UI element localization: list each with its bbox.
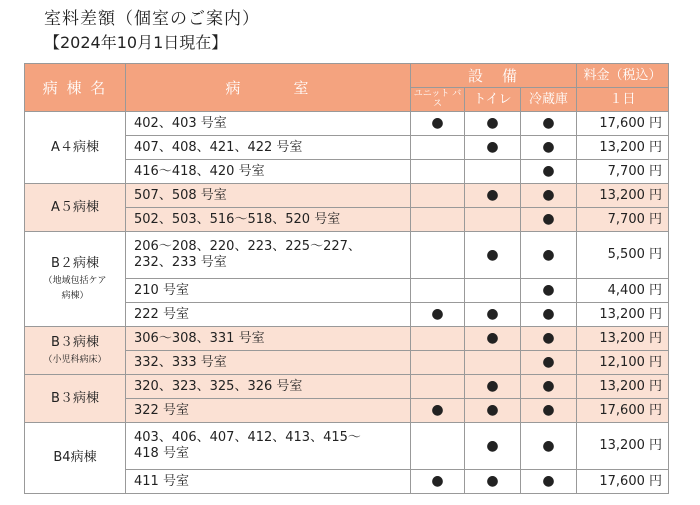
bath-empty [411,160,465,184]
toilet-mark: ● [465,184,521,208]
toilet-mark: ● [465,423,521,470]
header-fridge: 冷蔵庫 [521,88,577,112]
fridge-mark: ● [521,208,577,232]
fridge-mark: ● [521,399,577,423]
header-room: 病 室 [126,64,411,112]
price-cell: 17,600 円 [577,470,669,494]
header-per-day: １日 [577,88,669,112]
fridge-mark: ● [521,351,577,375]
price-cell: 4,400 円 [577,279,669,303]
ward-subtitle: 病棟） [61,290,89,301]
ward-cell [25,327,126,375]
bath-mark: ● [411,399,465,423]
page-title: 室料差額（個室のご案内） [44,9,260,29]
toilet-mark: ● [465,112,521,136]
room-line: 403、406、407、412、413、415～ [134,430,361,446]
price-cell: 17,600 円 [577,112,669,136]
room-fee-table [24,63,669,494]
room-cell [126,423,411,470]
fridge-mark: ● [521,184,577,208]
room-cell: 407、408、421、422 号室 [126,136,411,160]
bath-empty [411,423,465,470]
ward-name: B２病棟 [51,256,99,272]
fridge-mark: ● [521,375,577,399]
toilet-empty [465,160,521,184]
fridge-mark: ● [521,327,577,351]
price-cell: 13,200 円 [577,327,669,351]
bath-empty [411,208,465,232]
date-label: 【2024年10月1日現在】 [44,33,228,52]
price-cell: 13,200 円 [577,184,669,208]
room-cell: 322 号室 [126,399,411,423]
header-facilities: 設 備 [411,64,577,88]
header-toilet: トイレ [465,88,521,112]
header-ward: 病 棟 名 [25,64,126,112]
fridge-mark: ● [521,136,577,160]
room-cell: 402、403 号室 [126,112,411,136]
room-cell: 306～308、331 号室 [126,327,411,351]
toilet-mark: ● [465,327,521,351]
price-cell: 12,100 円 [577,351,669,375]
room-cell: 222 号室 [126,303,411,327]
bath-empty [411,351,465,375]
price-cell: 7,700 円 [577,160,669,184]
toilet-mark: ● [465,470,521,494]
room-cell: 502、503、516～518、520 号室 [126,208,411,232]
room-cell: 507、508 号室 [126,184,411,208]
ward-name: B３病棟 [25,375,126,423]
room-cell: 416～418、420 号室 [126,160,411,184]
price-cell: 17,600 円 [577,399,669,423]
bath-empty [411,184,465,208]
fridge-mark: ● [521,112,577,136]
toilet-mark: ● [465,375,521,399]
bath-mark: ● [411,112,465,136]
toilet-empty [465,351,521,375]
ward-cell [25,232,126,327]
room-line: 418 号室 [134,446,189,461]
bath-empty [411,232,465,279]
room-line: 232、233 号室 [134,255,227,270]
header-unit-bath: ユニット バス [411,88,465,112]
header-price: 料金（税込） [577,64,669,88]
toilet-mark: ● [465,232,521,279]
toilet-mark: ● [465,399,521,423]
fridge-mark: ● [521,423,577,470]
ward-subtitle: （地域包括ケア [43,276,107,286]
ward-subtitle: （小児科病床） [43,354,107,365]
price-cell: 13,200 円 [577,423,669,470]
bath-mark: ● [411,470,465,494]
room-cell: 320、323、325、326 号室 [126,375,411,399]
room-cell: 332、333 号室 [126,351,411,375]
price-cell: 5,500 円 [577,232,669,279]
ward-name: A４病棟 [25,112,126,184]
room-cell: 210 号室 [126,279,411,303]
fridge-mark: ● [521,470,577,494]
bath-empty [411,327,465,351]
price-cell: 7,700 円 [577,208,669,232]
room-cell [126,232,411,279]
toilet-mark: ● [465,303,521,327]
price-cell: 13,200 円 [577,375,669,399]
ward-name: A５病棟 [25,184,126,232]
ward-name: B３病棟 [51,335,99,351]
bath-empty [411,375,465,399]
bath-empty [411,279,465,303]
fridge-mark: ● [521,160,577,184]
toilet-empty [465,279,521,303]
fridge-mark: ● [521,303,577,327]
toilet-mark: ● [465,136,521,160]
fridge-mark: ● [521,232,577,279]
room-line: 206～208、220、223、225～227、 [134,239,361,255]
fridge-mark: ● [521,279,577,303]
price-cell: 13,200 円 [577,303,669,327]
bath-empty [411,136,465,160]
ward-name: B4病棟 [25,423,126,494]
price-cell: 13,200 円 [577,136,669,160]
room-cell: 411 号室 [126,470,411,494]
toilet-empty [465,208,521,232]
bath-mark: ● [411,303,465,327]
